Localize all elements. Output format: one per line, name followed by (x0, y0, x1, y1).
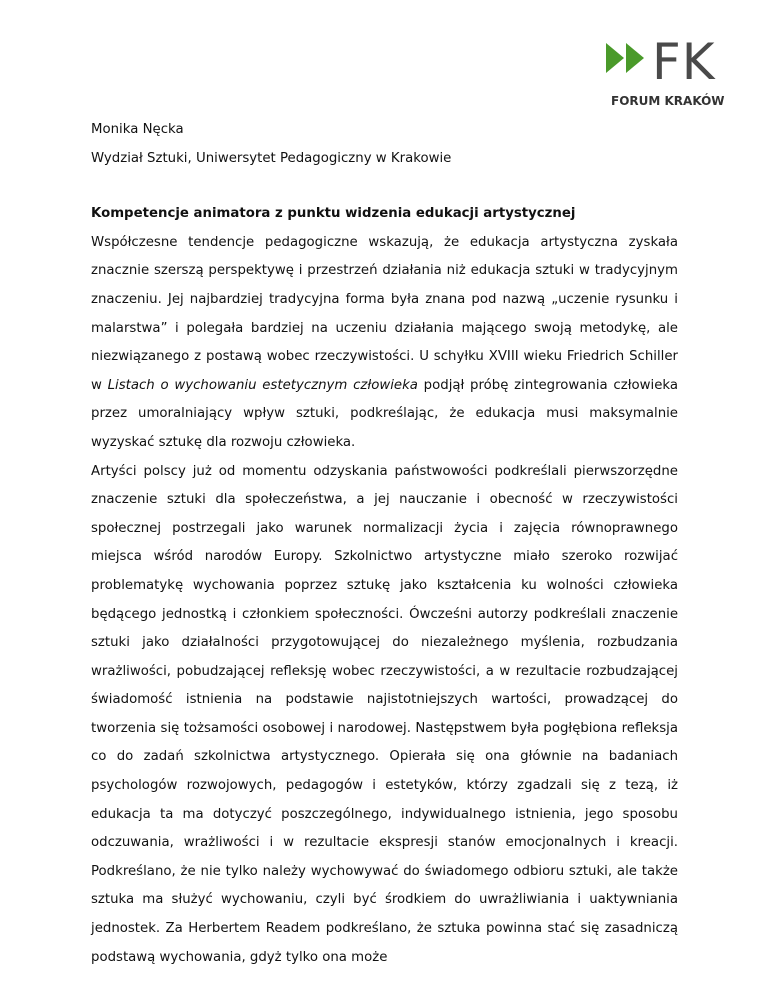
paragraph-1 (91, 229, 678, 458)
paragraph-1-text-end: podjął próbę zintegrowania człowieka przez umoralniający wpływ sztuki, podkreślając, że edukacja musi maksymalnie wyzyskać sztukę dla rozwoju człowieka. (91, 377, 678, 450)
article-title: Kompetencje animatora z punktu widzenia edukacji artystycznej (91, 206, 576, 222)
logo-letters: FK (652, 33, 716, 91)
paragraph-2: Artyści polscy już od momentu odzyskania państwowości podkreślali pierwszorzędne znaczenie sztuki dla społeczeństwa, a jej nauczanie i obecność w rzeczywistości społecznej postrzegali jako warunek normalizacji życia i zajęcia równoprawnego miejsca wśród narodów Europy. Szkolnictwo artystyczne miało szeroko rozwijać problematykę wychowania poprzez sztukę jako kształcenia ku wolności człowieka będącego jednostką i członkiem społeczności. Ówcześni autorzy podkreślali znaczenie sztuki jako działalności przygotowującej do niezależnego myślenia, rozbudzania wrażliwości, pobudzającej refleksję wobec rzeczywistości, a w rezultacie rozbudzającej świadomość istnienia na podstawie najistotniejszych wartości, prowadzącej do tworzenia się tożsamości osobowej i narodowej. Następstwem była pogłębiona refleksja co do zadań szkolnictwa artystycznego. Opierała się ona głównie na badaniach psychologów rozwojowych, pedagogów i estetyków, którzy zgadzali się z tezą, iż edukacja ta ma dotyczyć poszczególnego, indywidualnego istnienia, jego sposobu odczuwania, wrażliwości i w rezultacie ekspresji stanów emocjonalnych i kreacji. Podkreślano, że nie tylko należy wychowywać do świadomego odbioru sztuki, ale także sztuka ma służyć wychowaniu, czyli być środkiem do uwrażliwiania i uaktywniania jednostek. Za Herbertem Readem podkreślano, że sztuka powinna stać się zasadniczą podstawą wychowania, gdyż tylko ona może (91, 463, 678, 965)
author-name: Monika Nęcka (91, 122, 184, 137)
forum-krakow-logo (604, 33, 738, 112)
logo-caption: FORUM KRAKÓW (611, 94, 725, 108)
book-title-italic: Listach o wychowaniu estetycznym człowieka (107, 377, 418, 393)
paragraph-1-text-start: Współczesne tendencje pedagogiczne wskazują, że edukacja artystyczna zyskała znacznie szerszą perspektywę i przestrzeń działania niż edukacja sztuki w tradycyjnym znaczeniu. Jej najbardziej tradycyjna forma była znana pod nazwą „uczenie rysunku i malarstwa” i polegała bardziej na uczeniu działania mającego swoją metodykę, ale niezwiązanego z postawą wobec rzeczywistości. U schyłku XVIII wieku Friedrich Schiller w (91, 234, 678, 393)
double-arrow-icon (604, 40, 650, 76)
author-affiliation: Wydział Sztuki, Uniwersytet Pedagogiczny w Krakowie (91, 150, 452, 166)
document-body (91, 116, 678, 972)
